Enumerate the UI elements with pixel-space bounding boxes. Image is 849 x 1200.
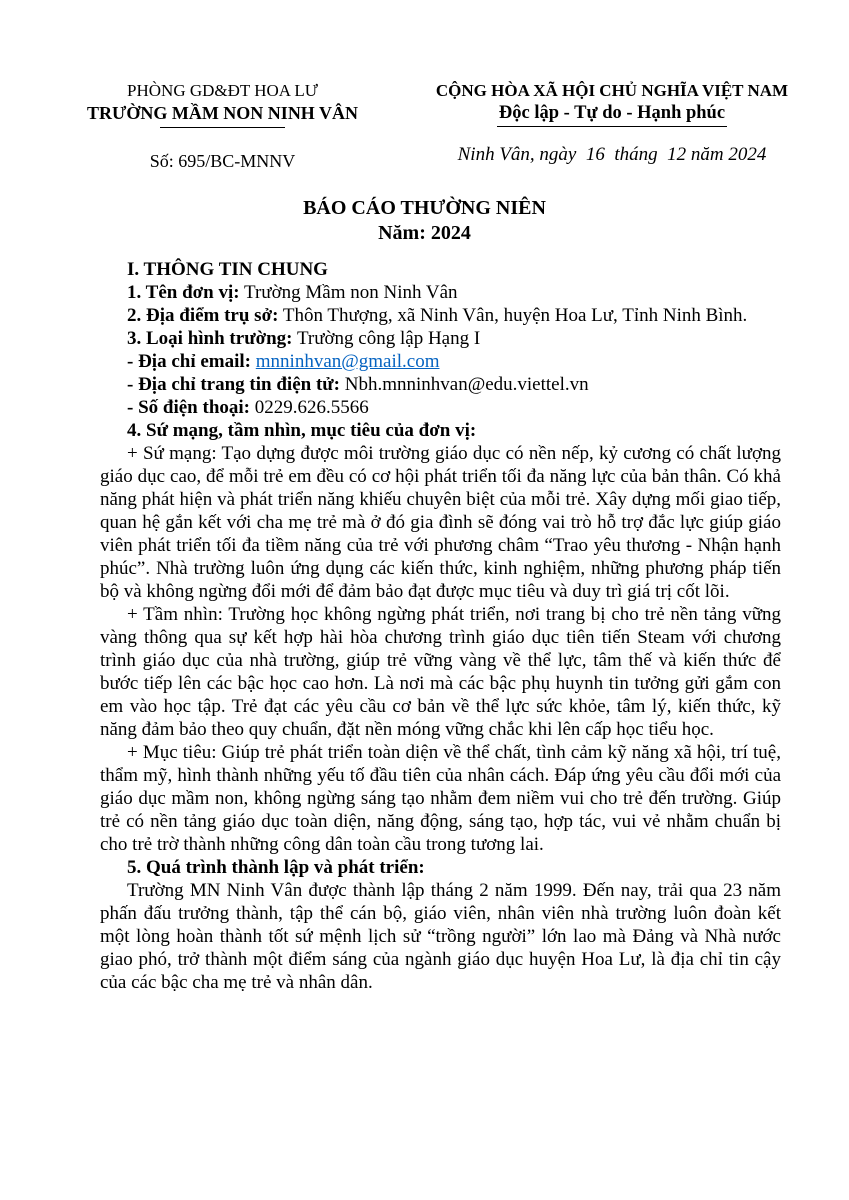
email-link[interactable]: mnninhvan@gmail.com bbox=[255, 351, 440, 372]
school-name: TRƯỜNG MẦM NON NINH VÂN bbox=[87, 103, 358, 123]
document-header bbox=[0, 0, 849, 172]
document-body bbox=[100, 258, 781, 994]
info-label: 1. Tên đơn vị: bbox=[127, 282, 240, 303]
mission-heading: 4. Sứ mạng, tầm nhìn, mục tiêu của đơn vị: bbox=[127, 420, 477, 441]
national-header-block bbox=[411, 80, 813, 172]
info-line-website bbox=[100, 373, 781, 396]
info-label: - Địa chỉ trang tin điện tử: bbox=[127, 374, 341, 395]
info-value: Thôn Thượng, xã Ninh Vân, huyện Hoa Lư, Tỉnh Ninh Bình. bbox=[282, 305, 748, 326]
info-value: Nbh.mnninhvan@edu.viettel.vn bbox=[344, 374, 589, 395]
info-line-school-type bbox=[100, 327, 781, 350]
document-title: BÁO CÁO THƯỜNG NIÊN bbox=[303, 197, 546, 219]
info-label: - Số điện thoại: bbox=[127, 397, 250, 418]
title-block bbox=[0, 196, 849, 246]
info-value: 0229.626.5566 bbox=[254, 397, 369, 418]
national-motto: Độc lập - Tự do - Hạnh phúc bbox=[497, 102, 727, 127]
info-line-unit-name bbox=[100, 281, 781, 304]
issuing-org-block bbox=[70, 80, 375, 172]
info-line-email bbox=[100, 350, 781, 373]
info-line-address bbox=[100, 304, 781, 327]
history-paragraph: Trường MN Ninh Vân được thành lập tháng 2 năm 1999. Đến nay, trải qua 23 năm phấn đấu trưởng thành, tập thể cán bộ, giáo viên, nhân viên nhà trường luôn đoàn kết một lòng hoàn thành tốt sứ mệnh lịch sử “trồng người” lớn lao mà Đảng và Nhà nước giao phó, trở thành một điểm sáng của ngành giáo dục huyện Hoa Lư, là địa chỉ tin cậy của các bậc cha mẹ trẻ và nhân dân. bbox=[100, 880, 781, 993]
national-title: CỘNG HÒA XÃ HỘI CHỦ NGHĨA VIỆT NAM bbox=[435, 81, 789, 100]
vision-paragraph: + Tầm nhìn: Trường học không ngừng phát triển, nơi trang bị cho trẻ nền tảng vững vàng thông qua sự kết hợp hài hòa chương trình giáo dục tiên tiến Steam với chương trình giáo dục của nhà trường, giúp trẻ vững vàng về thể lực, tâm thế và kiến thức để bước tiếp lên các bậc học cao hơn. Là nơi mà các bậc phụ huynh tin tưởng gửi gắm con em vào học tập. Trẻ đạt các yêu cầu cơ bản về thể lực sức khỏe, tâm lý, kiến thức, kỹ năng đảm bảo theo quy chuẩn, đặt nền móng vững chắc khi lên cấp học tiểu học. bbox=[100, 604, 781, 740]
department-name: PHÒNG GD&ĐT HOA LƯ bbox=[127, 81, 318, 100]
objective-paragraph: + Mục tiêu: Giúp trẻ phát triển toàn diện về thể chất, tình cảm kỹ năng xã hội, trí tuệ, thẩm mỹ, hình thành những yếu tố đầu tiên của nhân cách. Đáp ứng yêu cầu đổi mới của giáo dục mầm non, không ngừng sáng tạo nhằm đem niềm vui cho trẻ đến trường. Giúp trẻ có nền tảng giáo dục toàn diện, năng động, sáng tạo, hợp tác, vui vẻ nhằm chuẩn bị cho trẻ trờ thành những công dân toàn cầu trong tương lai. bbox=[100, 742, 781, 855]
mission-paragraph: + Sứ mạng: Tạo dựng được môi trường giáo dục có nền nếp, kỷ cương có chất lượng giáo dục cao, để mỗi trẻ em đều có cơ hội phát triển tối đa năng lực của bản thân. Có khả năng phát hiện và phát triển năng khiếu chuyên biệt của mỗi trẻ. Xây dựng mối giao tiếp, quan hệ gắn kết với cha mẹ trẻ mà ở đó gia đình sẽ đóng vai trò hỗ trợ đắc lực giúp giáo viên phát triển tối đa tiềm năng của trẻ với phương châm “Trao yêu thương - Nhận hạnh phúc”. Nhà trường luôn ứng dụng các kiến thức, kinh nghiệm, những phương pháp tiến bộ và không ngừng đổi mới để đảm bảo đạt được mục tiêu và duy trì giá trị cốt lõi. bbox=[100, 443, 781, 602]
date-place-line: Ninh Vân, ngày 16 tháng 12 năm 2024 bbox=[457, 144, 767, 165]
info-line-phone bbox=[100, 396, 781, 419]
info-label: 3. Loại hình trường: bbox=[127, 328, 293, 349]
info-value: Trường công lập Hạng I bbox=[296, 328, 481, 349]
history-heading: 5. Quá trình thành lập và phát triển: bbox=[127, 857, 425, 878]
info-value: Trường Mầm non Ninh Vân bbox=[244, 282, 458, 303]
school-name-underline bbox=[160, 127, 285, 128]
section-1-heading: I. THÔNG TIN CHUNG bbox=[127, 259, 328, 280]
info-label: - Địa chỉ email: bbox=[127, 351, 252, 372]
document-number: Số: 695/BC-MNNV bbox=[149, 151, 296, 171]
document-year: Năm: 2024 bbox=[378, 222, 471, 244]
info-label: 2. Địa điểm trụ sở: bbox=[127, 305, 279, 326]
